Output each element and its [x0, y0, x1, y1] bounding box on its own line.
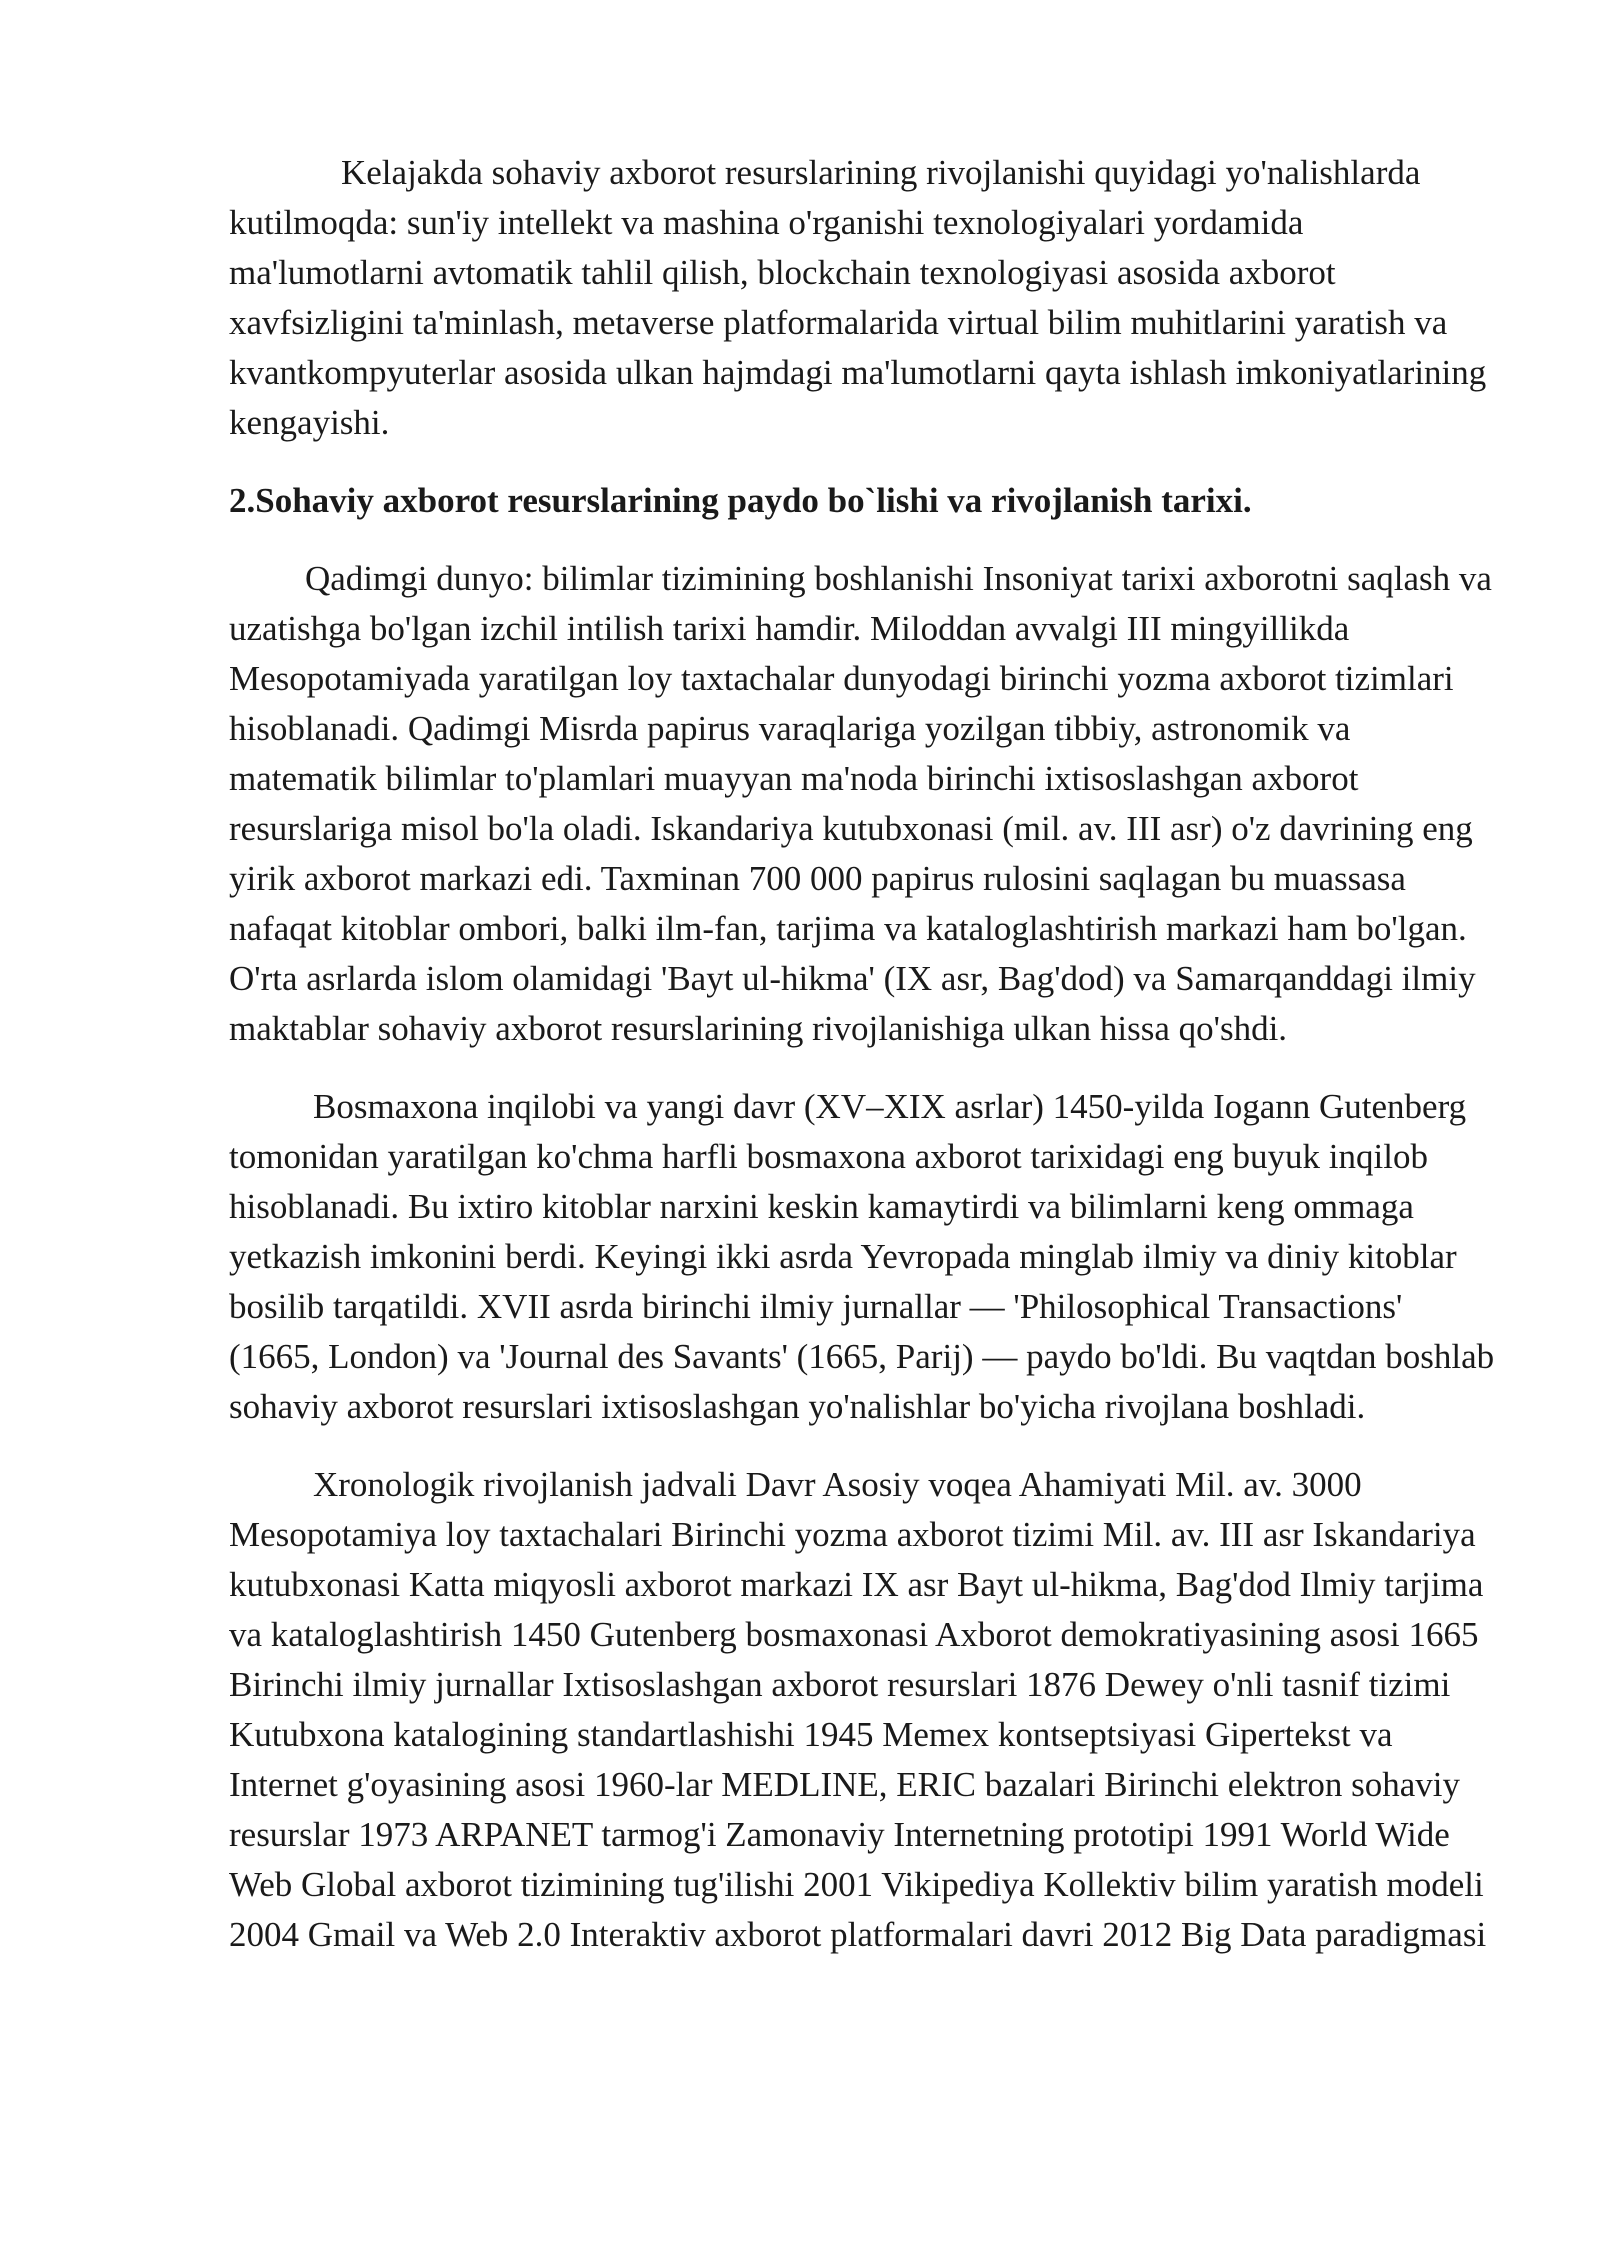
paragraph-future-trends: Kelajakda sohaviy axborot resurslarining rivojlanishi quyidagi yo'nalishlarda kutilmoqda: sun'iy intellekt va mashina o'rganishi texnologiyalari yordamida ma'lumotlarni avtomatik tahlil qilish, blockchain texnologiyasi asosida axborot xavfsizligini ta'minlash, metaverse platformalarida virtual bilim muhitlarini yaratish va kvantkompyuterlar asosida ulkan hajmdagi ma'lumotlarni qayta ishlash imkoniyatlarining kengayishi. [229, 153, 1487, 442]
page-content [229, 148, 1499, 1988]
paragraph-printing-revolution: Bosmaxona inqilobi va yangi davr (XV–XIX asrlar) 1450-yilda Iogann Gutenberg tomonidan yaratilgan ko'chma harfli bosmaxona axborot tarixidagi eng buyuk inqilob hisoblanadi. Bu ixtiro kitoblar narxini keskin kamaytirdi va bilimlarni keng ommaga yetkazish imkonini berdi. Keyingi ikki asrda Yevropada minglab ilmiy va diniy kitoblar bosilib tarqatildi. XVII asrda birinchi ilmiy jurnallar — 'Philosophical Transactions' (1665, London) va 'Journal des Savants' (1665, Parij) — paydo bo'ldi. Bu vaqtdan boshlab sohaviy axborot resurslari ixtisoslashgan yo'nalishlar bo'yicha rivojlana boshladi. [229, 1087, 1495, 1426]
paragraph-ancient-world: Qadimgi dunyo: bilimlar tizimining boshlanishi Insoniyat tarixi axborotni saqlash va uzatishga bo'lgan izchil intilish tarixi hamdir. Miloddan avvalgi III mingyillikda Mesopotamiyada yaratilgan loy taxtachalar dunyodagi birinchi yozma axborot tizimlari hisoblanadi. Qadimgi Misrda papirus varaqlariga yozilgan tibbiy, astronomik va matematik bilimlar to'plamlari muayyan ma'noda birinchi ixtisoslashgan axborot resurslariga misol bo'la oladi. Iskandariya kutubxonasi (mil. av. III asr) o'z davrining eng yirik axborot markazi edi. Taxminan 700 000 papirus rulosini saqlagan bu muassasa nafaqat kitoblar ombori, balki ilm-fan, tarjima va kataloglashtirish markazi ham bo'lgan. O'rta asrlarda islom olamidagi 'Bayt ul-hikma' (IX asr, Bag'dod) va Samarqanddagi ilmiy maktablar sohaviy axborot resurslarining rivojlanishiga ulkan hissa qo'shdi. [229, 559, 1492, 1048]
section-heading: 2.Sohaviy axborot resurslarining paydo bo`lishi va rivojlanish tarixi. [229, 481, 1252, 520]
paragraph-chronology-table: Xronologik rivojlanish jadvali Davr Asosiy voqea Ahamiyati Mil. av. 3000 Mesopotamiya loy taxtachalari Birinchi yozma axborot tizimi Mil. av. III asr Iskandariya kutubxonasi Katta miqyosli axborot markazi IX asr Bayt ul-hikma, Bag'dod Ilmiy tarjima va kataloglashtirish 1450 Gutenberg bosmaxonasi Axborot demokratiyasining asosi 1665 Birinchi ilmiy jurnallar Ixtisoslashgan axborot resurslari 1876 Dewey o'nli tasnif tizimi Kutubxona katalogining standartlashishi 1945 Memex kontseptsiyasi Gipertekst va Internet g'oyasining asosi 1960-lar MEDLINE, ERIC bazalari Birinchi elektron sohaviy resurslar 1973 ARPANET tarmog'i Zamonaviy Internetning prototipi 1991 World Wide Web Global axborot tizimining tug'ilishi 2001 Vikipediya Kollektiv bilim yaratish modeli 2004 Gmail va Web 2.0 Interaktiv axborot platformalari davri 2012 Big Data paradigmasi [229, 1465, 1487, 1954]
